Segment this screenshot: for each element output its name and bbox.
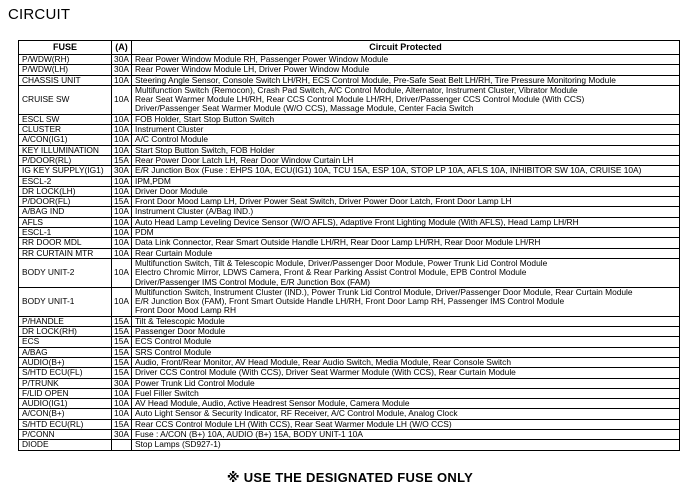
table-row: [19, 429, 680, 439]
table-header-row: [19, 41, 680, 55]
circuit-line: Driver Door Module: [135, 186, 208, 196]
fuse-amperage: 15A: [112, 368, 132, 378]
fuse-amperage: 10A: [112, 388, 132, 398]
fuse-name: CHASSIS UNIT: [19, 75, 112, 85]
table-row: [19, 399, 680, 409]
circuit-protected: [132, 228, 680, 238]
circuit-line: Rear CCS Control Module LH (With CCS), Rear Seat Warmer Module LH (W/O CCS): [135, 419, 452, 429]
table-row: [19, 85, 680, 114]
table-row: [19, 388, 680, 398]
circuit-protected: [132, 287, 680, 316]
fuse-amperage: 10A: [112, 85, 132, 114]
fuse-amperage: 10A: [112, 258, 132, 287]
table-row: [19, 409, 680, 419]
fuse-amperage: [112, 440, 132, 450]
header-circuit-protected: Circuit Protected: [132, 41, 680, 55]
fuse-name: ESCL-1: [19, 228, 112, 238]
fuse-amperage: 30A: [112, 55, 132, 65]
fuse-amperage: 30A: [112, 65, 132, 75]
fuse-name: S/HTD ECU(FL): [19, 368, 112, 378]
table-row: [19, 287, 680, 316]
circuit-line: E/R Junction Box (Fuse : EHPS 10A, ECU(IG1) 10A, TCU 15A, ESP 10A, STOP LP 10A, AFLS 10A, INHIBITOR SW 10A, CRUISE 10A): [135, 165, 642, 176]
fuse-name: ESCL-2: [19, 176, 112, 186]
circuit-line: Start Stop Button Switch, FOB Holder: [135, 145, 275, 155]
circuit-protected: [132, 440, 680, 450]
circuit-protected: [132, 347, 680, 357]
circuit-line: Instrument Cluster: [135, 124, 204, 135]
fuse-name: A/BAG: [19, 347, 112, 357]
table-row: [19, 145, 680, 155]
table-row: [19, 166, 680, 176]
table-row: [19, 337, 680, 347]
fuse-name: DR LOCK(RH): [19, 327, 112, 337]
fuse-name: P/TRUNK: [19, 378, 112, 388]
fuse-amperage: 10A: [112, 409, 132, 419]
circuit-protected: [132, 65, 680, 75]
circuit-line: Passenger Door Module: [135, 326, 226, 337]
circuit-protected: [132, 388, 680, 398]
table-row: [19, 125, 680, 135]
fuse-amperage: 10A: [112, 217, 132, 227]
circuit-protected: [132, 55, 680, 65]
circuit-protected: [132, 207, 680, 217]
circuit-protected: [132, 197, 680, 207]
circuit-line: Fuse : A/CON (B+) 10A, AUDIO (B+) 15A, BODY UNIT-1 10A: [135, 429, 363, 439]
circuit-line: Multifunction Switch, Instrument Cluster (IND.), Power Trunk Lid Control Module, Driver/Passenger Door Module, Rear Curtain Module: [135, 287, 633, 297]
circuit-line: Audio, Front/Rear Monitor, AV Head Module, Rear Audio Switch, Media Module, Rear Console Switch: [135, 357, 511, 367]
circuit-line: Auto Light Sensor & Security Indicator, RF Receiver, A/C Control Module, Analog Clock: [135, 408, 458, 419]
circuit-line: Multifunction Switch (Remocon), Crash Pad Switch, A/C Control Module, Alternator, Instrument Cluster, Vibrator Module: [135, 85, 578, 95]
fuse-name: P/WDW(RH): [19, 55, 112, 65]
circuit-line: A/C Control Module: [135, 134, 209, 145]
fuse-name: RR CURTAIN MTR: [19, 248, 112, 258]
table-row: [19, 228, 680, 238]
circuit-protected: [132, 258, 680, 287]
fuse-amperage: 10A: [112, 135, 132, 145]
fuse-amperage: 10A: [112, 176, 132, 186]
circuit-line: SRS Control Module: [135, 347, 212, 357]
circuit-line: IPM,PDM: [135, 176, 171, 186]
circuit-protected: [132, 176, 680, 186]
fuse-amperage: 15A: [112, 357, 132, 367]
circuit-protected: [132, 155, 680, 165]
circuit-line: ECS Control Module: [135, 336, 212, 347]
fuse-name: A/BAG IND: [19, 207, 112, 217]
circuit-protected: [132, 248, 680, 258]
table-row: [19, 327, 680, 337]
circuit-line: Front Door Mood Lamp RH: [135, 305, 237, 316]
fuse-name: A/CON(IG1): [19, 135, 112, 145]
page-title: CIRCUIT: [8, 6, 71, 23]
fuse-name: DR LOCK(LH): [19, 186, 112, 196]
circuit-line: FOB Holder, Start Stop Button Switch: [135, 114, 275, 124]
circuit-line: Tilt & Telescopic Module: [135, 316, 225, 326]
circuit-line: Stop Lamps (SD927-1): [135, 439, 221, 450]
table-row: [19, 419, 680, 429]
circuit-protected: [132, 135, 680, 145]
fuse-name: BODY UNIT-1: [19, 287, 112, 316]
circuit-protected: [132, 238, 680, 248]
fuse-name: P/HANDLE: [19, 316, 112, 326]
fuse-amperage: 10A: [112, 287, 132, 316]
table-row: [19, 378, 680, 388]
circuit-line: Data Link Connector, Rear Smart Outside Handle LH/RH, Rear Door Lamp LH/RH, Rear Door Module LH/RH: [135, 237, 541, 248]
fuse-name: A/CON(B+): [19, 409, 112, 419]
fuse-name: KEY ILLUMINATION: [19, 145, 112, 155]
table-row: [19, 114, 680, 124]
circuit-protected: [132, 419, 680, 429]
circuit-line: Instrument Cluster (A/Bag IND.): [135, 206, 254, 217]
fuse-amperage: 10A: [112, 248, 132, 258]
circuit-protected: [132, 145, 680, 155]
table-row: [19, 75, 680, 85]
table-body: [19, 55, 680, 451]
circuit-line: Steering Angle Sensor, Console Switch LH/RH, ECS Control Module, Pre-Safe Seat Belt LH/RH, Tire Pressure Monitoring Module: [135, 75, 616, 85]
fuse-amperage: 10A: [112, 186, 132, 196]
table-row: [19, 238, 680, 248]
table-row: [19, 55, 680, 65]
header-amperage: (A): [112, 41, 132, 55]
fuse-amperage: 30A: [112, 166, 132, 176]
fuse-amperage: 10A: [112, 75, 132, 85]
fuse-amperage: 15A: [112, 347, 132, 357]
fuse-amperage: 10A: [112, 228, 132, 238]
circuit-line: Fuel Filler Switch: [135, 388, 199, 398]
circuit-protected: [132, 75, 680, 85]
fuse-amperage: 15A: [112, 316, 132, 326]
circuit-protected: [132, 337, 680, 347]
fuse-amperage: 15A: [112, 337, 132, 347]
circuit-line: Rear Power Window Module RH, Passenger Power Window Module: [135, 54, 389, 64]
table-row: [19, 207, 680, 217]
fuse-name: RR DOOR MDL: [19, 238, 112, 248]
fuse-name: CRUISE SW: [19, 85, 112, 114]
fuse-name: P/DOOR(RL): [19, 155, 112, 165]
fuse-amperage: 30A: [112, 429, 132, 439]
fuse-name: CLUSTER: [19, 125, 112, 135]
circuit-protected: [132, 327, 680, 337]
fuse-name: P/DOOR(FL): [19, 197, 112, 207]
circuit-protected: [132, 166, 680, 176]
circuit-line: Driver/Passenger IMS Control Module, E/R Junction Box (FAM): [135, 276, 371, 287]
circuit-protected: [132, 357, 680, 367]
fuse-name: AFLS: [19, 217, 112, 227]
table-row: [19, 357, 680, 367]
fuse-amperage: 15A: [112, 155, 132, 165]
circuit-line: Auto Head Lamp Leveling Device Sensor (W/O AFLS), Adaptive Front Lighting Module (With AFLS), Head Lamp LH/RH: [135, 217, 579, 227]
circuit-line: Rear Power Window Module LH, Driver Power Window Module: [135, 64, 370, 75]
circuit-protected: [132, 316, 680, 326]
circuit-protected: [132, 186, 680, 196]
table-row: [19, 135, 680, 145]
fuse-amperage: 10A: [112, 399, 132, 409]
fuse-name: BODY UNIT-2: [19, 258, 112, 287]
circuit-protected: [132, 429, 680, 439]
fuse-name: DIODE: [19, 440, 112, 450]
table-row: [19, 368, 680, 378]
table-row: [19, 440, 680, 450]
circuit-line: PDM: [135, 227, 154, 238]
circuit-protected: [132, 409, 680, 419]
circuit-line: Rear Curtain Module: [135, 248, 213, 258]
fuse-name: ECS: [19, 337, 112, 347]
fuse-name: ESCL SW: [19, 114, 112, 124]
fuse-name: IG KEY SUPPLY(IG1): [19, 166, 112, 176]
circuit-protected: [132, 85, 680, 114]
fuse-name: P/WDW(LH): [19, 65, 112, 75]
fuse-name: AUDIO(IG1): [19, 399, 112, 409]
circuit-protected: [132, 114, 680, 124]
circuit-protected: [132, 217, 680, 227]
circuit-line: AV Head Module, Audio, Active Headrest Sensor Module, Camera Module: [135, 398, 410, 409]
circuit-protected: [132, 125, 680, 135]
circuit-protected: [132, 399, 680, 409]
table-row: [19, 248, 680, 258]
table-row: [19, 186, 680, 196]
fuse-amperage: 10A: [112, 125, 132, 135]
circuit-line: Rear Seat Warmer Module LH/RH, Rear CCS Control Module LH/RH, Driver/Passenger CCS Control Module (With CCS): [135, 94, 585, 105]
circuit-protected: [132, 368, 680, 378]
circuit-line: Rear Power Door Latch LH, Rear Door Window Curtain LH: [135, 155, 354, 165]
fuse-amperage: 10A: [112, 145, 132, 155]
fuse-name: AUDIO(B+): [19, 357, 112, 367]
circuit-line: E/R Junction Box (FAM), Front Smart Outside Handle LH/RH, Front Door Lamp RH, Passenger IMS Control Module: [135, 296, 565, 307]
circuit-line: Front Door Mood Lamp LH, Driver Power Seat Switch, Driver Power Door Latch, Front Door Lamp LH: [135, 196, 512, 207]
circuit-protected: [132, 378, 680, 388]
table-row: [19, 217, 680, 227]
circuit-line: Power Trunk Lid Control Module: [135, 378, 255, 388]
table-row: [19, 197, 680, 207]
fuse-table: [18, 40, 680, 451]
fuse-amperage: 15A: [112, 327, 132, 337]
fuse-amperage: 10A: [112, 207, 132, 217]
fuse-name: P/CONN: [19, 429, 112, 439]
table-row: [19, 65, 680, 75]
table-row: [19, 155, 680, 165]
table-row: [19, 316, 680, 326]
circuit-line: Driver/Passenger Seat Warmer Module (W/O CCS), Massage Module, Center Facia Switch: [135, 103, 474, 114]
fuse-amperage: 15A: [112, 197, 132, 207]
header-fuse: FUSE: [19, 41, 112, 55]
table-row: [19, 258, 680, 287]
fuse-amperage: 10A: [112, 114, 132, 124]
fuse-name: S/HTD ECU(RL): [19, 419, 112, 429]
circuit-line: Electro Chromic Mirror, LDWS Camera, Front & Rear Parking Assist Control Module, EPB Control Module: [135, 267, 527, 278]
circuit-line: Driver CCS Control Module (With CCS), Driver Seat Warmer Module (With CCS), Rear Curtain Module: [135, 367, 516, 378]
table-row: [19, 347, 680, 357]
fuse-amperage: 10A: [112, 238, 132, 248]
fuse-name: F/LID OPEN: [19, 388, 112, 398]
footer-notice: ※ USE THE DESIGNATED FUSE ONLY: [226, 470, 474, 485]
circuit-line: Multifunction Switch, Tilt & Telescopic Module, Driver/Passenger Door Module, Power Trunk Lid Control Module: [135, 258, 548, 268]
fuse-amperage: 15A: [112, 419, 132, 429]
fuse-amperage: 30A: [112, 378, 132, 388]
table-row: [19, 176, 680, 186]
